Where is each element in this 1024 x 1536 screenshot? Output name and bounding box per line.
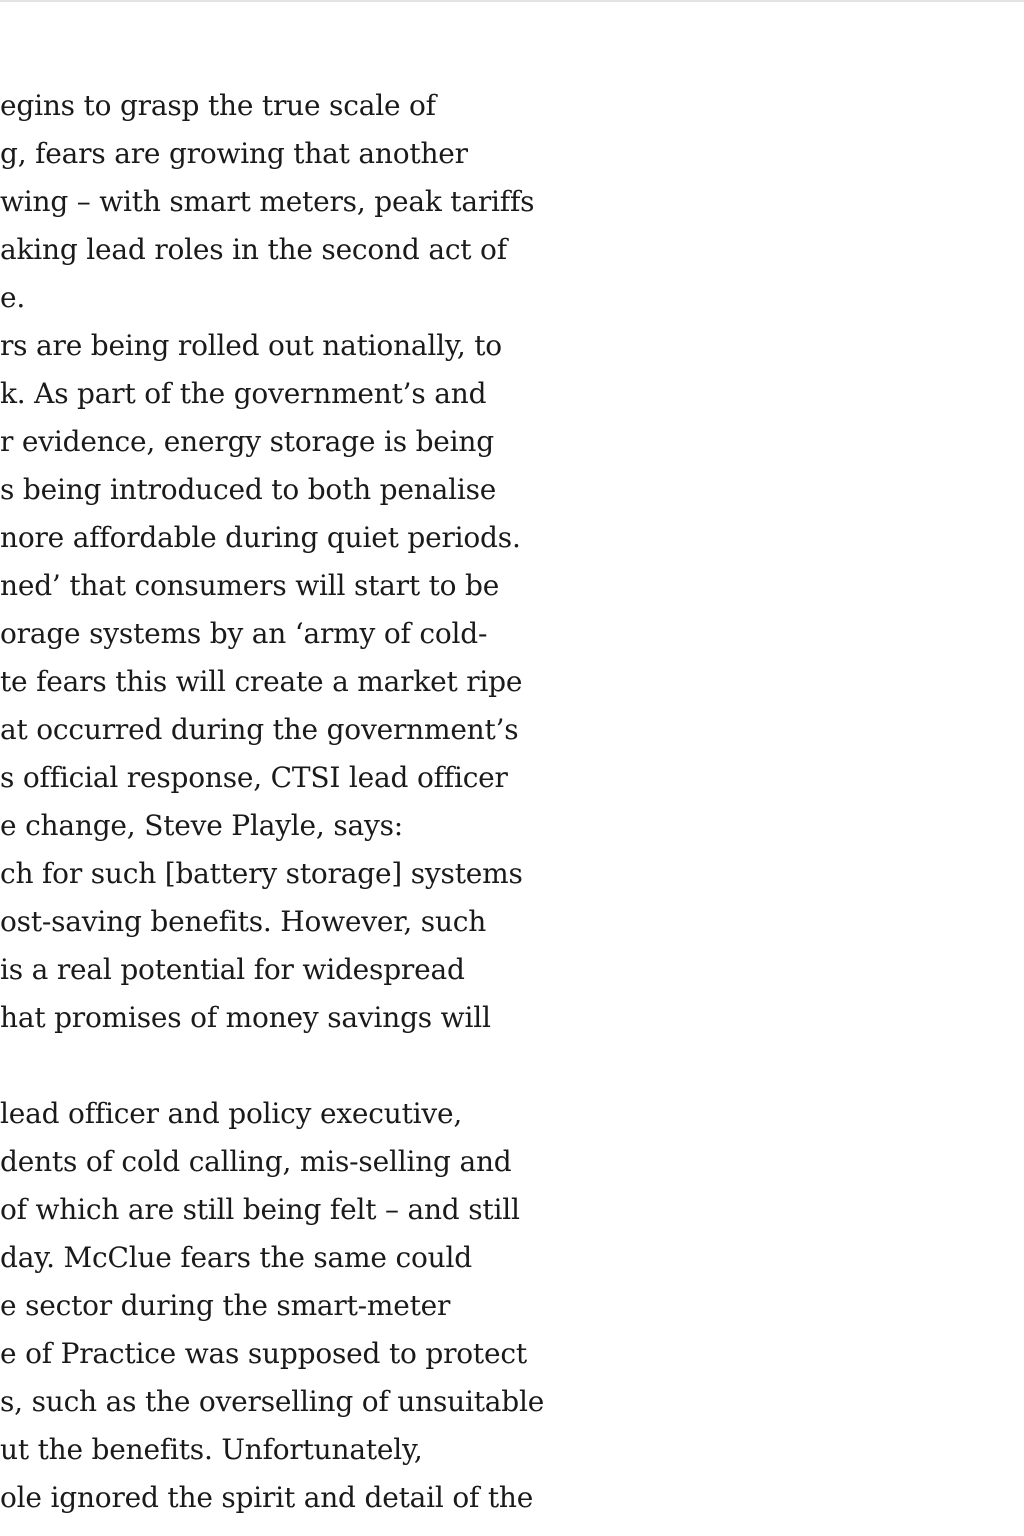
- article-line: ned’ that consumers will start to be: [0, 569, 500, 602]
- article-line: egins to grasp the true scale of: [0, 89, 436, 122]
- article-line: ut the benefits. Unfortunately,: [0, 1433, 423, 1466]
- article-line: r evidence, energy storage is being: [0, 425, 494, 458]
- article-line: hat promises of money savings will: [0, 1001, 491, 1034]
- article-line: te fears this will create a market ripe: [0, 665, 523, 698]
- article-line: is a real potential for widespread: [0, 953, 465, 986]
- article-line: of which are still being felt – and still: [0, 1193, 520, 1226]
- article-line: lead officer and policy executive,: [0, 1097, 463, 1130]
- article-line: [0, 1042, 600, 1090]
- article-line: e change, Steve Playle, says:: [0, 809, 404, 842]
- article-line: at occurred during the government’s: [0, 713, 519, 746]
- article-line: e of Practice was supposed to protect: [0, 1337, 527, 1370]
- article-line: aking lead roles in the second act of: [0, 233, 507, 266]
- article-body: [0, 82, 600, 1522]
- top-divider: [0, 0, 1024, 2]
- article-line: dents of cold calling, mis-selling and: [0, 1145, 512, 1178]
- article-line: wing – with smart meters, peak tariffs: [0, 185, 535, 218]
- article-line: e sector during the smart-meter: [0, 1289, 451, 1322]
- article-line: ch for such [battery storage] systems: [0, 857, 523, 890]
- article-line: ost-saving benefits. However, such: [0, 905, 487, 938]
- article-line: g, fears are growing that another: [0, 137, 468, 170]
- article-line: s, such as the overselling of unsuitable: [0, 1385, 545, 1418]
- article-line: s being introduced to both penalise: [0, 473, 497, 506]
- article-line: k. As part of the government’s and: [0, 377, 487, 410]
- article-line: day. McClue fears the same could: [0, 1241, 472, 1274]
- article-line: s official response, CTSI lead officer: [0, 761, 508, 794]
- article-line: orage systems by an ‘army of cold-: [0, 617, 488, 650]
- article-line: nore affordable during quiet periods.: [0, 521, 521, 554]
- article-line: ole ignored the spirit and detail of the: [0, 1481, 534, 1514]
- article-line: e.: [0, 281, 26, 314]
- article-line: rs are being rolled out nationally, to: [0, 329, 502, 362]
